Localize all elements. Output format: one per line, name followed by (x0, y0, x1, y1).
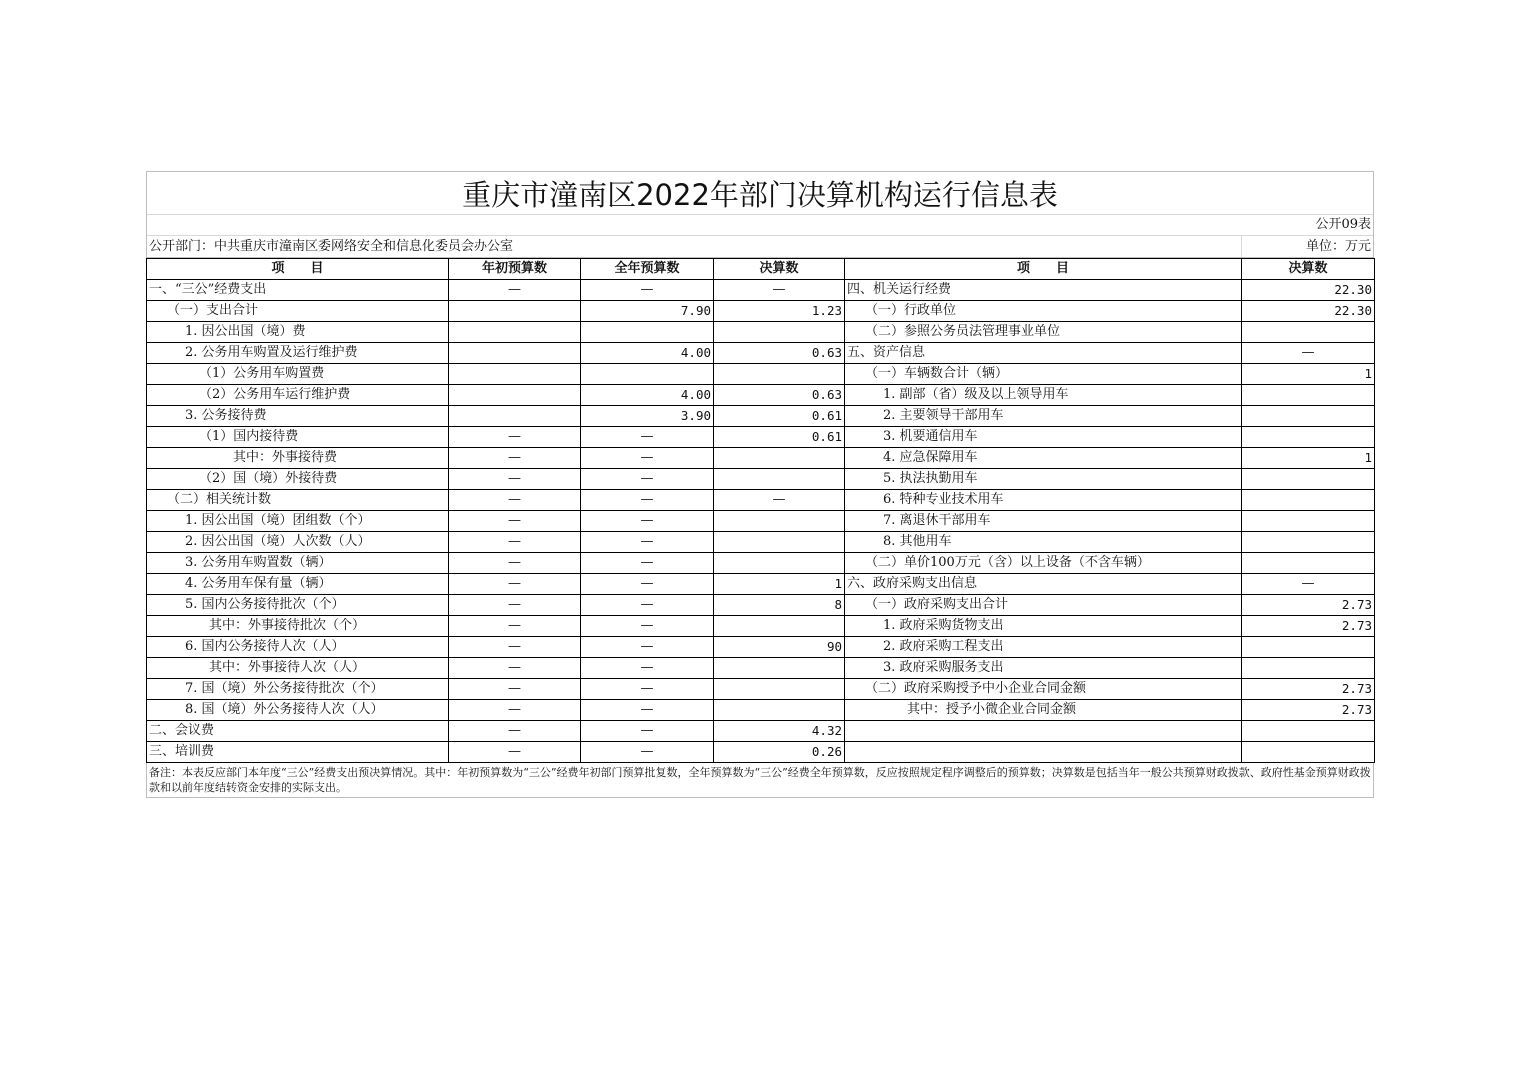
table-row (147, 490, 1375, 511)
row-final-right (1242, 322, 1375, 343)
table-row (147, 574, 1375, 595)
row-item-label-right: 6. 特种专业技术用车 (845, 490, 1242, 511)
table-row (147, 385, 1375, 406)
row-item-label: 2. 公务用车购置及运行维护费 (147, 343, 449, 364)
row-item-label-right: 2. 主要领导干部用车 (845, 406, 1242, 427)
row-initial-budget: — (449, 700, 581, 721)
table-row (147, 616, 1375, 637)
row-item-label-right: 5. 执法执勤用车 (845, 469, 1242, 490)
row-item-label: 其中：外事接待费 (147, 448, 449, 469)
table-row (147, 658, 1375, 679)
row-initial-budget: — (449, 616, 581, 637)
row-final: 1 (714, 574, 845, 595)
table-row (147, 406, 1375, 427)
row-full-year-budget (581, 322, 714, 343)
row-initial-budget: — (449, 490, 581, 511)
row-item-label: 3. 公务接待费 (147, 406, 449, 427)
row-full-year-budget: — (581, 469, 714, 490)
table-row (147, 553, 1375, 574)
row-initial-budget: — (449, 511, 581, 532)
table-row (147, 469, 1375, 490)
data-table (146, 258, 1375, 763)
row-initial-budget: — (449, 679, 581, 700)
row-final: 0.61 (714, 406, 845, 427)
row-item-label: 4. 公务用车保有量（辆） (147, 574, 449, 595)
row-final: 0.63 (714, 343, 845, 364)
table-row (147, 637, 1375, 658)
header-full-year-budget: 全年预算数 (581, 259, 714, 280)
row-item-label: 一、“三公”经费支出 (147, 280, 449, 301)
table-code: 公开09表 (147, 215, 1373, 236)
row-item-label: （二）相关统计数 (147, 490, 449, 511)
row-item-label: 5. 国内公务接待批次（个） (147, 595, 449, 616)
row-final (714, 364, 845, 385)
row-item-label: 8. 国（境）外公务接待人次（人） (147, 700, 449, 721)
row-full-year-budget: — (581, 616, 714, 637)
department-row (147, 236, 1373, 257)
row-initial-budget: — (449, 742, 581, 763)
row-initial-budget: — (449, 595, 581, 616)
table-row (147, 742, 1375, 763)
row-full-year-budget: — (581, 637, 714, 658)
row-item-label: 6. 国内公务接待人次（人） (147, 637, 449, 658)
header-final: 决算数 (714, 259, 845, 280)
table-row (147, 679, 1375, 700)
row-initial-budget: — (449, 448, 581, 469)
row-final (714, 532, 845, 553)
row-final: 4.32 (714, 721, 845, 742)
unit-label: 单位：万元 (1305, 239, 1371, 254)
row-final-right (1242, 637, 1375, 658)
table-row (147, 448, 1375, 469)
row-full-year-budget: — (581, 700, 714, 721)
row-final-right: 22.30 (1242, 301, 1375, 322)
row-full-year-budget: — (581, 427, 714, 448)
table-row (147, 532, 1375, 553)
header-row (147, 259, 1375, 280)
row-item-label: （一）支出合计 (147, 301, 449, 322)
row-final-right (1242, 469, 1375, 490)
table-row (147, 322, 1375, 343)
row-item-label-right: 四、机关运行经费 (845, 280, 1242, 301)
row-final-right: — (1242, 343, 1375, 364)
row-item-label-right: 3. 政府采购服务支出 (845, 658, 1242, 679)
row-item-label-right: 7. 离退休干部用车 (845, 511, 1242, 532)
budget-sheet (146, 171, 1374, 798)
row-full-year-budget: — (581, 280, 714, 301)
row-initial-budget (449, 322, 581, 343)
row-initial-budget (449, 385, 581, 406)
row-final: 8 (714, 595, 845, 616)
row-final: 1.23 (714, 301, 845, 322)
row-final: — (714, 490, 845, 511)
row-item-label-right: 1. 副部（省）级及以上领导用车 (845, 385, 1242, 406)
row-full-year-budget: — (581, 532, 714, 553)
row-final: 90 (714, 637, 845, 658)
table-row (147, 343, 1375, 364)
row-item-label: 1. 因公出国（境）费 (147, 322, 449, 343)
table-row (147, 595, 1375, 616)
row-initial-budget: — (449, 637, 581, 658)
row-initial-budget (449, 406, 581, 427)
row-initial-budget: — (449, 532, 581, 553)
row-full-year-budget: — (581, 448, 714, 469)
row-item-label-right: 4. 应急保障用车 (845, 448, 1242, 469)
row-final (714, 322, 845, 343)
row-final-right: 2.73 (1242, 616, 1375, 637)
row-final (714, 448, 845, 469)
row-final-right (1242, 532, 1375, 553)
row-final-right (1242, 406, 1375, 427)
row-final-right: — (1242, 574, 1375, 595)
row-final-right (1242, 553, 1375, 574)
row-full-year-budget: 4.00 (581, 343, 714, 364)
row-full-year-budget: — (581, 721, 714, 742)
table-row (147, 700, 1375, 721)
row-final (714, 700, 845, 721)
row-final-right (1242, 742, 1375, 763)
row-final (714, 553, 845, 574)
row-item-label: 1. 因公出国（境）团组数（个） (147, 511, 449, 532)
row-full-year-budget: — (581, 658, 714, 679)
row-item-label-right (845, 742, 1242, 763)
row-item-label: 2. 因公出国（境）人次数（人） (147, 532, 449, 553)
row-final (714, 658, 845, 679)
row-final-right: 1 (1242, 364, 1375, 385)
row-item-label: （1）公务用车购置费 (147, 364, 449, 385)
row-initial-budget: — (449, 427, 581, 448)
page-title: 重庆市潼南区2022年部门决算机构运行信息表 (147, 172, 1373, 215)
row-item-label: 二、会议费 (147, 721, 449, 742)
row-final-right (1242, 427, 1375, 448)
row-item-label-right: （二）参照公务员法管理事业单位 (845, 322, 1242, 343)
header-item-right: 项 目 (845, 259, 1242, 280)
row-final: 0.63 (714, 385, 845, 406)
header-initial-budget: 年初预算数 (449, 259, 581, 280)
row-full-year-budget: 7.90 (581, 301, 714, 322)
row-final-right: 1 (1242, 448, 1375, 469)
row-final-right (1242, 490, 1375, 511)
row-final-right (1242, 721, 1375, 742)
header-item: 项 目 (147, 259, 449, 280)
row-final (714, 679, 845, 700)
row-item-label: （1）国内接待费 (147, 427, 449, 448)
row-final-right: 2.73 (1242, 679, 1375, 700)
table-row (147, 427, 1375, 448)
row-full-year-budget: 4.00 (581, 385, 714, 406)
row-full-year-budget: — (581, 553, 714, 574)
row-item-label-right: 3. 机要通信用车 (845, 427, 1242, 448)
row-final-right: 2.73 (1242, 595, 1375, 616)
row-full-year-budget (581, 364, 714, 385)
row-full-year-budget: — (581, 490, 714, 511)
table-row (147, 721, 1375, 742)
row-item-label: 7. 国（境）外公务接待批次（个） (147, 679, 449, 700)
row-item-label: 其中：外事接待人次（人） (147, 658, 449, 679)
row-item-label-right: （一）行政单位 (845, 301, 1242, 322)
row-item-label-right: 8. 其他用车 (845, 532, 1242, 553)
sheet-header (146, 171, 1374, 258)
row-item-label-right: （一）政府采购支出合计 (845, 595, 1242, 616)
row-initial-budget (449, 364, 581, 385)
row-final: — (714, 280, 845, 301)
table-row (147, 511, 1375, 532)
row-initial-budget: — (449, 553, 581, 574)
table-row (147, 301, 1375, 322)
row-item-label-right: （二）单价100万元（含）以上设备（不含车辆） (845, 553, 1242, 574)
row-initial-budget: — (449, 574, 581, 595)
row-item-label: （2）公务用车运行维护费 (147, 385, 449, 406)
row-item-label-right: 五、资产信息 (845, 343, 1242, 364)
row-full-year-budget: — (581, 574, 714, 595)
department-label: 公开部门：中共重庆市潼南区委网络安全和信息化委员会办公室 (147, 236, 1242, 257)
row-final-right (1242, 658, 1375, 679)
row-item-label: 三、培训费 (147, 742, 449, 763)
table-row (147, 280, 1375, 301)
row-final: 0.26 (714, 742, 845, 763)
row-initial-budget (449, 301, 581, 322)
row-initial-budget: — (449, 721, 581, 742)
row-full-year-budget: 3.90 (581, 406, 714, 427)
row-final (714, 511, 845, 532)
row-final-right: 22.30 (1242, 280, 1375, 301)
row-initial-budget: — (449, 469, 581, 490)
row-initial-budget (449, 343, 581, 364)
header-final-right: 决算数 (1242, 259, 1375, 280)
row-final-right (1242, 511, 1375, 532)
row-full-year-budget: — (581, 511, 714, 532)
row-final (714, 616, 845, 637)
row-item-label-right: 其中：授予小微企业合同金额 (845, 700, 1242, 721)
row-item-label-right: 六、政府采购支出信息 (845, 574, 1242, 595)
row-final-right (1242, 385, 1375, 406)
row-final (714, 469, 845, 490)
row-item-label: 其中：外事接待批次（个） (147, 616, 449, 637)
row-item-label-right: 1. 政府采购货物支出 (845, 616, 1242, 637)
row-item-label: 3. 公务用车购置数（辆） (147, 553, 449, 574)
row-full-year-budget: — (581, 742, 714, 763)
row-item-label: （2）国（境）外接待费 (147, 469, 449, 490)
table-row (147, 364, 1375, 385)
row-full-year-budget: — (581, 595, 714, 616)
row-initial-budget: — (449, 658, 581, 679)
row-item-label-right: （一）车辆数合计（辆） (845, 364, 1242, 385)
row-initial-budget: — (449, 280, 581, 301)
footnote: 备注：本表反应部门本年度“三公”经费支出预决算情况。其中：年初预算数为“三公”经费年初部门预算批复数，全年预算数为“三公”经费全年预算数，反应按照规定程序调整后的预算数；决算数是包括当年一般公共预算财政拨款、政府性基金预算财政拨款和以前年度结转资金安排的实际支出。 (146, 763, 1374, 798)
row-full-year-budget: — (581, 679, 714, 700)
row-item-label-right: （二）政府采购授予中小企业合同金额 (845, 679, 1242, 700)
row-item-label-right: 2. 政府采购工程支出 (845, 637, 1242, 658)
row-final-right: 2.73 (1242, 700, 1375, 721)
row-item-label-right (845, 721, 1242, 742)
row-final: 0.61 (714, 427, 845, 448)
